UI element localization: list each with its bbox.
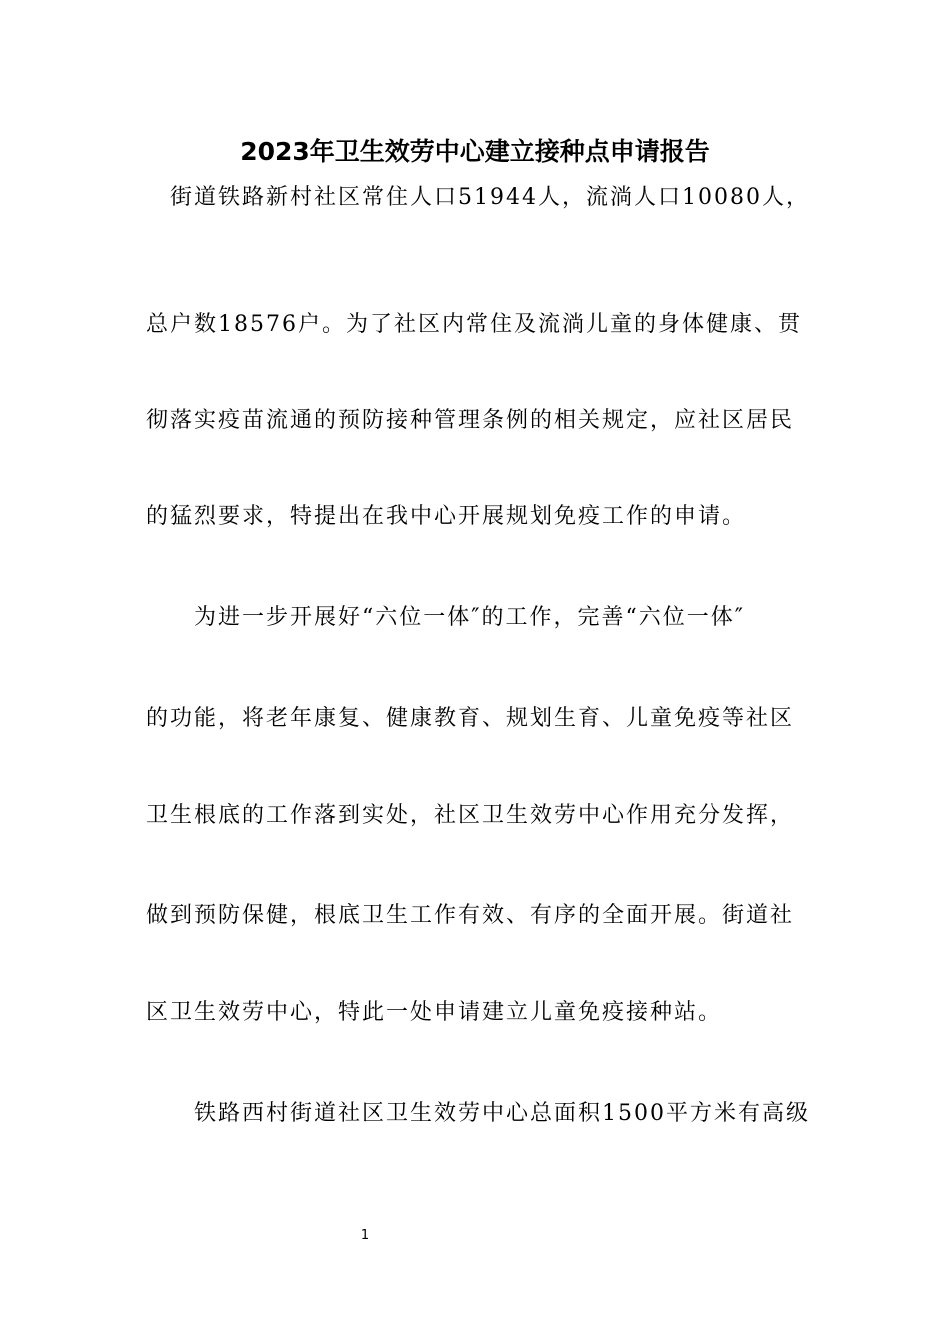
paragraph-line: 的功能，将老年康复、健康教育、规划生育、儿童免疫等社区 — [146, 706, 795, 731]
document-title: 2023年卫生效劳中心建立接种点申请报告 — [240, 137, 710, 166]
page-number: 1 — [360, 1228, 370, 1243]
paragraph-line: 街道铁路新村社区常住人口51944人，流淌人口10080人， — [170, 185, 810, 210]
paragraph-line: 总户数18576户。为了社区内常住及流淌儿童的身体健康、贯 — [146, 312, 802, 337]
paragraph-line: 区卫生效劳中心，特此一处申请建立儿童免疫接种站。 — [146, 1000, 723, 1025]
paragraph-line: 铁路西村街道社区卫生效劳中心总面积1500平方米有高级 — [194, 1101, 810, 1126]
paragraph-line: 做到预防保健，根底卫生工作有效、有序的全面开展。街道社 — [146, 903, 795, 928]
paragraph-line: 彻落实疫苗流通的预防接种管理条例的相关规定，应社区居民 — [146, 408, 795, 433]
paragraph-line: 为进一步开展好“六位一体″的工作，完善“六位一体″ — [194, 605, 745, 630]
paragraph-line: 卫生根底的工作落到实处，社区卫生效劳中心作用充分发挥， — [146, 803, 795, 828]
paragraph-line: 的猛烈要求，特提出在我中心开展规划免疫工作的申请。 — [146, 504, 747, 529]
